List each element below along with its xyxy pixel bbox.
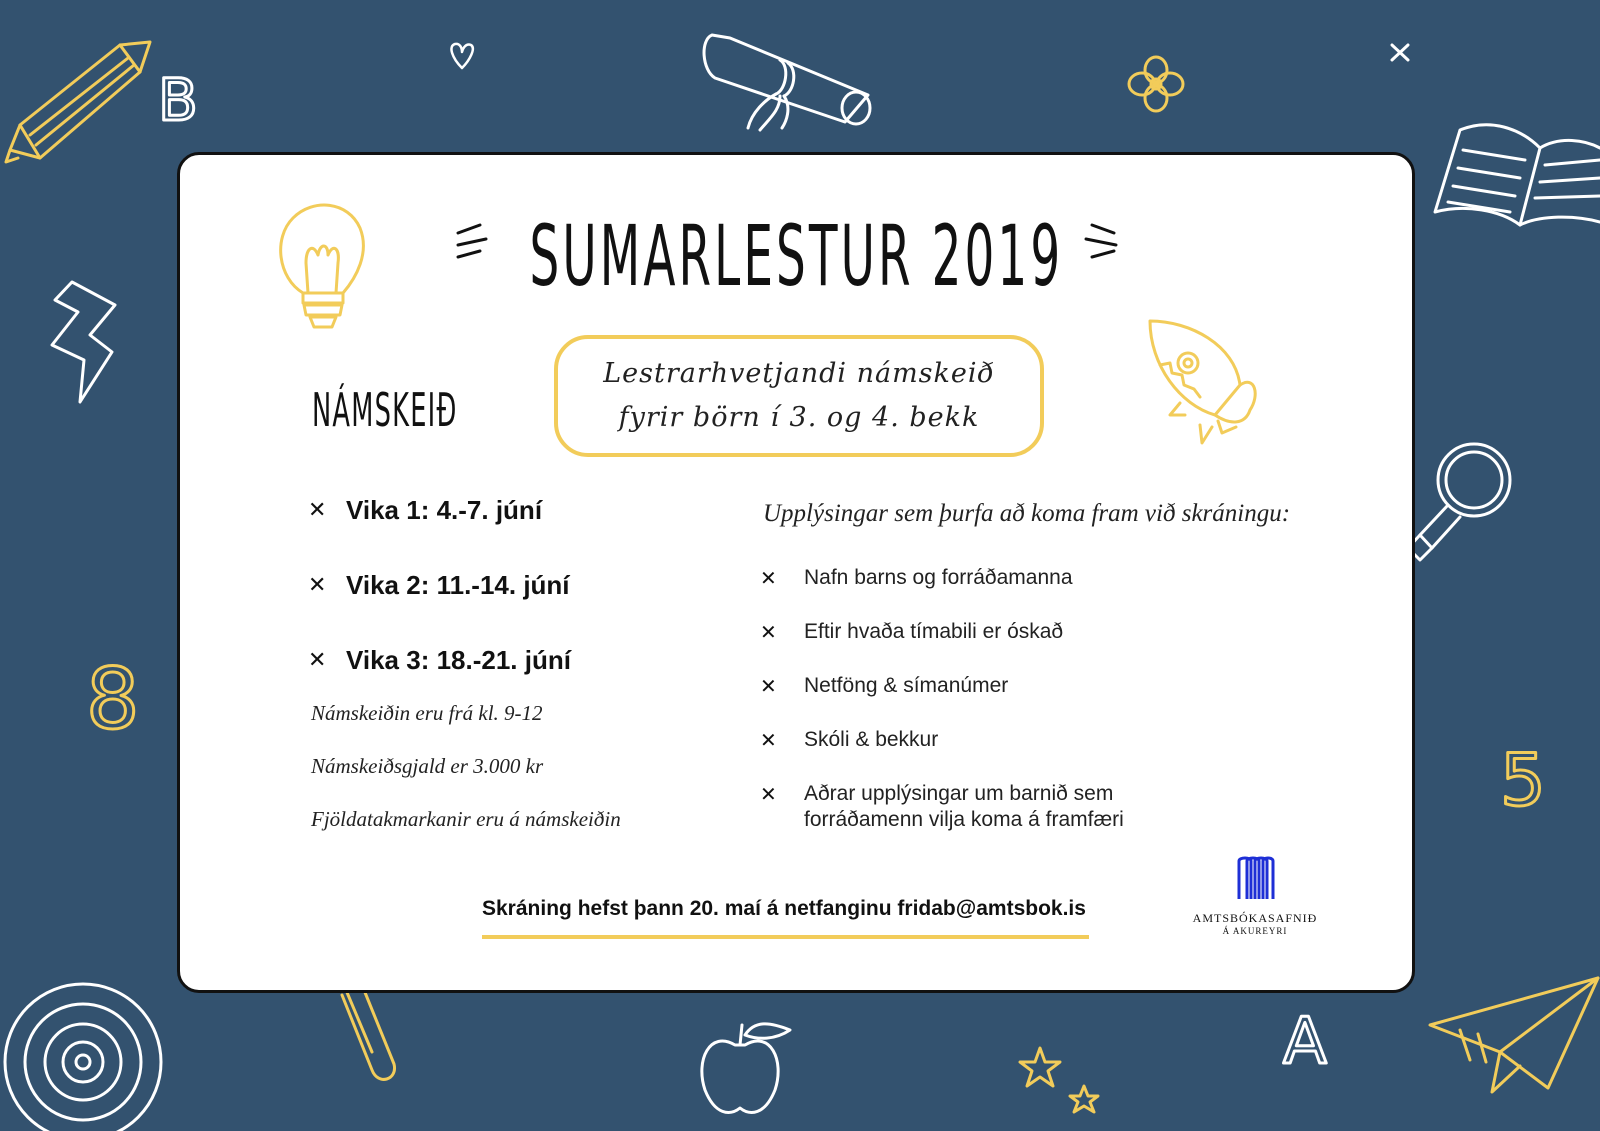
- info-item: [760, 565, 1184, 619]
- week-label: Vika 2: 11.-14. júní: [346, 570, 570, 600]
- digit-5-doodle: 5: [1500, 738, 1546, 822]
- info-heading: Upplýsingar sem þurfa að koma fram við skráningu:: [763, 500, 1291, 527]
- cross-icon: ✕: [760, 782, 777, 806]
- lightning-icon: [52, 282, 115, 402]
- star-small-icon: [1070, 1086, 1098, 1112]
- pencil-icon: [6, 42, 150, 162]
- info-list: [760, 565, 1184, 835]
- info-item: [760, 781, 1184, 835]
- cross-icon: ✕: [308, 498, 327, 523]
- digit-8-doodle: 8: [86, 650, 140, 748]
- subtitle-line-2: fyrir börn í 3. og 4. bekk: [618, 402, 980, 433]
- cross-icon: ✕: [760, 620, 777, 644]
- cross-icon: ✕: [760, 566, 777, 590]
- week-item: [308, 473, 571, 548]
- section-title: NÁMSKEIÐ: [312, 383, 458, 437]
- library-name: AMTSBÓKASAFNIÐ: [1192, 911, 1318, 925]
- diploma-scroll-icon: [704, 35, 870, 130]
- info-text: Nafn barns og forráðamanna: [804, 566, 1073, 589]
- paper-plane-icon: [1430, 978, 1598, 1092]
- star-icon: [1020, 1048, 1060, 1086]
- cross-icon: ✕: [760, 728, 777, 752]
- flower-icon: [1129, 57, 1183, 111]
- poster-title: SUMARLESTUR 2019: [529, 207, 1063, 305]
- poster-card: [177, 152, 1415, 993]
- subtitle-line-1: Lestrarhvetjandi námskeið: [603, 358, 995, 389]
- open-book-icon: [1435, 125, 1600, 225]
- cross-icon: ✕: [308, 573, 327, 598]
- week-item: [308, 623, 571, 698]
- apple-icon: [702, 1024, 790, 1113]
- registration-underline: [482, 935, 1089, 939]
- rose-icon: [5, 984, 161, 1131]
- magnifier-icon: [1408, 444, 1510, 560]
- library-logo-mark-icon: [1235, 855, 1275, 901]
- close-doodle-icon: [1392, 45, 1408, 60]
- heart-icon: [451, 44, 472, 68]
- note-hours: Námskeiðin eru frá kl. 9-12: [311, 701, 543, 725]
- info-item: [760, 727, 1184, 781]
- week-label: Vika 3: 18.-21. júní: [346, 645, 571, 675]
- title-left-accent-icon: [450, 215, 500, 275]
- info-text: Skóli & bekkur: [804, 728, 939, 751]
- letter-b-doodle: B: [158, 66, 198, 134]
- info-text: Netföng & símanúmer: [804, 674, 1009, 697]
- light-bulb-icon: [268, 193, 378, 343]
- info-text: Eftir hvaða tímabili er óskað: [804, 620, 1064, 643]
- info-item: [760, 673, 1184, 727]
- week-item: [308, 548, 571, 623]
- cross-icon: ✕: [308, 648, 327, 673]
- info-item: [760, 619, 1184, 673]
- title-right-accent-icon: [1080, 215, 1130, 275]
- course-notes: [311, 703, 621, 862]
- info-text: Aðrar upplýsingar um barnið sem forráðamenn vilja koma á framfæri: [804, 782, 1124, 831]
- library-logo: [1180, 855, 1330, 936]
- rocket-icon: [1140, 315, 1270, 455]
- registration-text: Skráning hefst þann 20. maí á netfanginu fridab@amtsbok.is: [482, 897, 1086, 920]
- week-list: [308, 473, 571, 698]
- library-location: Á AKUREYRI: [1222, 926, 1288, 936]
- letter-a-doodle: A: [1283, 1005, 1327, 1079]
- note-limits: Fjöldatakmarkanir eru á námskeiðin: [311, 807, 621, 831]
- note-fee: Námskeiðsgjald er 3.000 kr: [311, 754, 544, 778]
- week-label: Vika 1: 4.-7. júní: [346, 495, 543, 525]
- cross-icon: ✕: [760, 674, 777, 698]
- subtitle-banner: [554, 335, 1044, 457]
